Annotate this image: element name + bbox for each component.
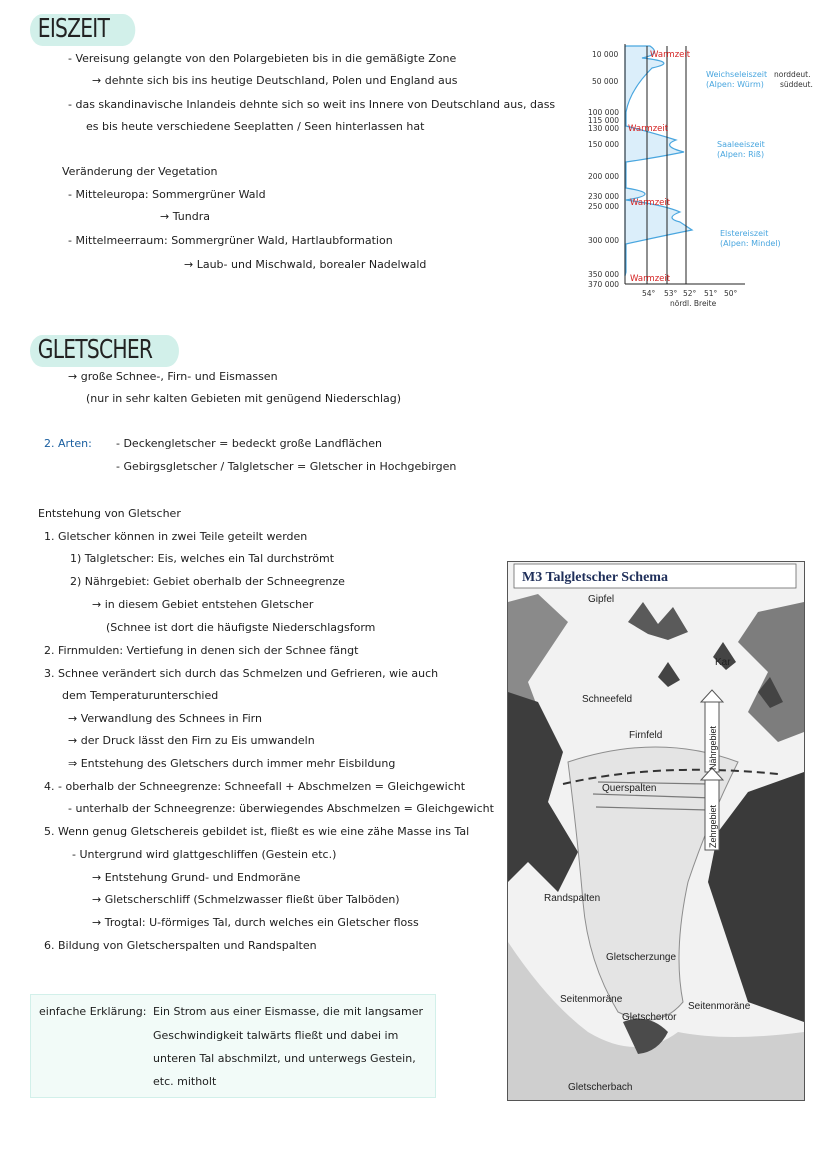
arten-line-1: - Deckengletscher = bedeckt große Landflächen — [116, 437, 383, 450]
ice-age-label: Elstereiszeit — [720, 229, 769, 238]
einfache-erklaerung-box — [30, 994, 436, 1098]
einfach-line: Ein Strom aus einer Eismasse, die mit langsamer — [153, 1005, 424, 1018]
vegetation-line-2: → Tundra — [160, 210, 210, 223]
ice-age-chart — [580, 40, 820, 310]
vegetation-line-4: → Laub- und Mischwald, borealer Nadelwald — [184, 258, 427, 271]
entstehung-line: → Trogtal: U-förmiges Tal, durch welches ein Gletscher floss — [92, 916, 419, 929]
entstehung-line: 1) Talgletscher: Eis, welches ein Tal durchströmt — [70, 552, 335, 565]
label-zehrgebiet: Zehrgebiet — [708, 804, 718, 848]
x-tick-label: 50° — [724, 289, 738, 298]
warm-label: Warmzeit — [628, 124, 669, 134]
gletscher-line-1: → große Schnee-, Firn- und Eismassen — [68, 370, 278, 383]
eiszeit-line-1: - Vereisung gelangte von den Polargebieten bis in die gemäßigte Zone — [68, 52, 457, 65]
x-tick-label: 52° — [683, 289, 697, 298]
arten-line-2: - Gebirgsgletscher / Talgletscher = Gletscher in Hochgebirgen — [116, 460, 457, 473]
entstehung-line: 2) Nährgebiet: Gebiet oberhalb der Schneegrenze — [70, 575, 345, 588]
x-tick-label: 51° — [704, 289, 718, 298]
entstehung-line: (Schnee ist dort die häufigste Niederschlagsform — [106, 621, 376, 634]
ice-age-extra: süddeut. — [780, 80, 813, 89]
entstehung-line: ⇒ Entstehung des Gletschers durch immer mehr Eisbildung — [68, 757, 396, 770]
vegetation-title: Veränderung der Vegetation — [62, 165, 218, 178]
label-seitenmoraene-right: Seitenmoräne — [688, 1001, 751, 1012]
entstehung-line: → Gletscherschliff (Schmelzwasser fließt über Talböden) — [92, 893, 400, 906]
ice-age-sub: (Alpen: Riß) — [717, 150, 765, 159]
ice-age-sub: (Alpen: Würm) — [706, 80, 764, 89]
entstehung-line: → in diesem Gebiet entstehen Gletscher — [92, 598, 314, 611]
x-tick-label: 53° — [664, 289, 678, 298]
talgletscher-schema — [507, 561, 805, 1101]
einfach-line: etc. mitholt — [153, 1075, 217, 1088]
y-tick-label: 300 000 — [588, 236, 620, 245]
y-tick-label: 250 000 — [588, 202, 620, 211]
y-tick-label: 200 000 — [588, 172, 620, 181]
einfach-label: einfache Erklärung: — [39, 1005, 147, 1018]
label-naehrgebiet: Nährgebiet — [708, 725, 718, 770]
eiszeit-line-4: es bis heute verschiedene Seeplatten / Seen hinterlassen hat — [86, 120, 425, 133]
entstehung-line: → Entstehung Grund- und Endmoräne — [92, 871, 301, 884]
label-querspalten: Querspalten — [602, 783, 657, 794]
y-tick-label: 230 000 — [588, 192, 620, 201]
vegetation-line-3: - Mittelmeerraum: Sommergrüner Wald, Hartlaubformation — [68, 234, 393, 247]
ice-age-label: Saaleeiszeit — [717, 140, 765, 149]
entstehung-line: - Untergrund wird glattgeschliffen (Gestein etc.) — [72, 848, 337, 861]
entstehung-line: → der Druck lässt den Firn zu Eis umwandeln — [68, 734, 315, 747]
ice-age-sub: (Alpen: Mindel) — [720, 239, 781, 248]
entstehung-line: → Verwandlung des Schnees in Firn — [68, 712, 262, 725]
arten-label: 2. Arten: — [44, 437, 92, 450]
entstehung-line: dem Temperaturunterschied — [62, 689, 219, 702]
ice-extent-area — [625, 46, 692, 276]
label-seitenmoraene-left: Seitenmoräne — [560, 994, 623, 1005]
warm-label: Warmzeit — [630, 198, 671, 208]
glacier-illustration — [508, 562, 804, 1100]
entstehung-line: 5. Wenn genug Gletschereis gebildet ist, fließt es wie eine zähe Masse ins Tal — [44, 825, 470, 838]
x-tick-label: 54° — [642, 289, 656, 298]
ice-age-extra: norddeut. — [774, 70, 811, 79]
ice-age-label: Weichseleiszeit — [706, 70, 768, 79]
eiszeit-line-3: - das skandinavische Inlandeis dehnte sich so weit ins Innere von Deutschland aus, dass — [68, 98, 556, 111]
einfach-line: unteren Tal abschmilzt, und unterwegs Gestein, — [153, 1052, 416, 1065]
x-axis-label: nördl. Breite — [670, 299, 717, 308]
eiszeit-heading: EISZEIT — [30, 12, 117, 46]
warm-label: Warmzeit — [630, 274, 671, 284]
gletscher-heading: GLETSCHER — [30, 333, 160, 367]
eiszeit-line-2: → dehnte sich bis ins heutige Deutschland, Polen und England aus — [92, 74, 458, 87]
label-firnfeld: Firnfeld — [629, 730, 663, 741]
y-tick-label: 100 000 — [588, 108, 620, 117]
label-kar: Kar — [715, 657, 731, 668]
entstehung-line: 3. Schnee verändert sich durch das Schmelzen und Gefrieren, wie auch — [44, 667, 439, 680]
entstehung-title: Entstehung von Gletscher — [38, 507, 181, 520]
y-tick-label: 350 000 — [588, 270, 620, 279]
label-schneefeld: Schneefeld — [582, 694, 633, 705]
y-tick-label: 370 000 — [588, 280, 620, 289]
y-tick-label: 130 000 — [588, 124, 620, 133]
y-tick-label: 115 000 — [588, 116, 620, 125]
einfach-line: Geschwindigkeit talwärts fließt und dabei im — [153, 1029, 399, 1042]
entstehung-line: 1. Gletscher können in zwei Teile geteilt werden — [44, 530, 308, 543]
entstehung-line: 2. Firnmulden: Vertiefung in denen sich der Schnee fängt — [44, 644, 359, 657]
entstehung-line: 4. - oberhalb der Schneegrenze: Schneefall + Abschmelzen = Gleichgewicht — [44, 780, 466, 793]
entstehung-line: - unterhalb der Schneegrenze: überwiegendes Abschmelzen = Gleichgewicht — [68, 802, 494, 815]
y-tick-label: 150 000 — [588, 140, 620, 149]
warm-label: Warmzeit — [650, 50, 691, 60]
entstehung-line: 6. Bildung von Gletscherspalten und Randspalten — [44, 939, 317, 952]
schema-title: M3 Talgletscher Schema — [522, 570, 668, 585]
label-randspalten: Randspalten — [544, 893, 601, 904]
label-gletschertor: Gletschertor — [622, 1012, 677, 1023]
label-gletscherzunge: Gletscherzunge — [606, 952, 677, 963]
vegetation-line-1: - Mitteleuropa: Sommergrüner Wald — [68, 188, 266, 201]
gletscher-line-2: (nur in sehr kalten Gebieten mit genügend Niederschlag) — [86, 392, 402, 405]
label-gletscherbach: Gletscherbach — [568, 1082, 633, 1093]
label-gipfel: Gipfel — [588, 594, 615, 605]
y-tick-label: 50 000 — [592, 77, 619, 86]
y-tick-label: 10 000 — [592, 50, 619, 59]
